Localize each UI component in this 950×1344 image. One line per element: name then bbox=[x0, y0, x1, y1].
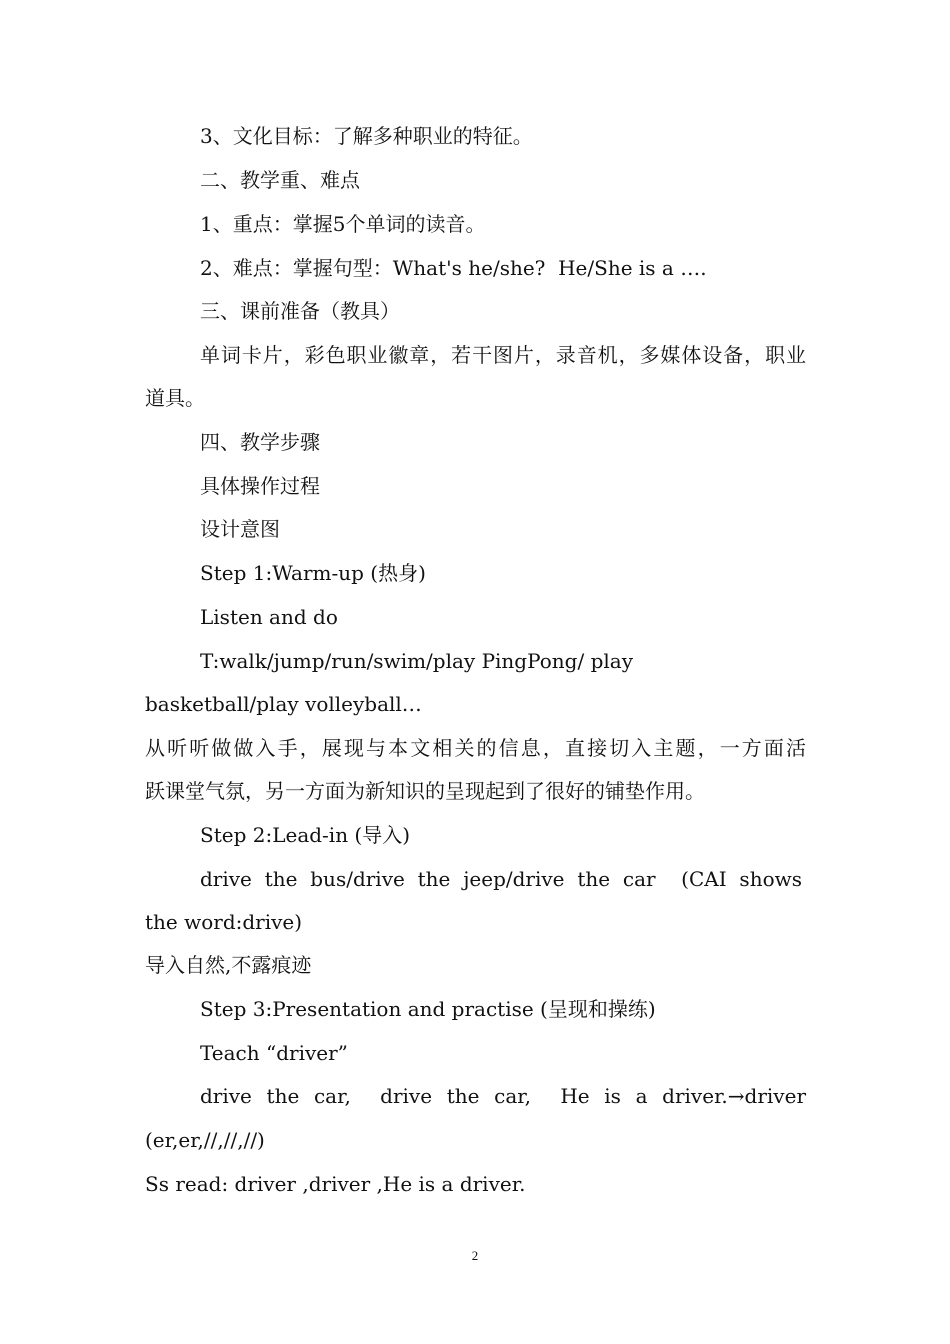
text-line: 跃课堂气氛，另一方面为新知识的呈现起到了很好的铺垫作用。 bbox=[145, 779, 705, 803]
text-line: 单词卡片，彩色职业徽章，若干图片，录音机，多媒体设备，职业 bbox=[200, 343, 806, 367]
text-line: 1、重点：掌握5个单词的读音。 bbox=[200, 212, 486, 236]
section-heading: 三、课前准备（教具） bbox=[200, 299, 400, 323]
step-heading: Step 1:Warm-up (热身) bbox=[200, 561, 426, 585]
text-line: 导入自然,不露痕迹 bbox=[145, 953, 312, 977]
text-line: Teach “driver” bbox=[200, 1041, 348, 1065]
text-line: drive the bus/drive the jeep/drive the car (CAI shows bbox=[200, 867, 802, 891]
text-line: Listen and do bbox=[200, 605, 338, 629]
text-line: (er,er,//,//,//) bbox=[145, 1128, 265, 1152]
text-line: 从听听做做入手，展现与本文相关的信息，直接切入主题，一方面活 bbox=[145, 736, 806, 760]
text-line: 道具。 bbox=[145, 386, 205, 410]
text-line: T:walk/jump/run/swim/play PingPong/ play bbox=[200, 649, 633, 673]
text-line: Ss read: driver ,driver ,He is a driver. bbox=[145, 1172, 526, 1196]
text-line: 设计意图 bbox=[200, 517, 280, 541]
text-line: 3、文化目标：了解多种职业的特征。 bbox=[200, 124, 533, 148]
text-line: 2、难点：掌握句型：What's he/she? He/She is a …. bbox=[200, 256, 707, 280]
text-line: the word:drive) bbox=[145, 910, 303, 934]
text-line: basketball/play volleyball… bbox=[145, 692, 422, 716]
section-heading: 四、教学步骤 bbox=[200, 430, 320, 454]
section-heading: 二、教学重、难点 bbox=[200, 168, 360, 192]
text-line: 具体操作过程 bbox=[200, 474, 320, 498]
step-heading: Step 3:Presentation and practise (呈现和操练) bbox=[200, 997, 656, 1021]
step-heading: Step 2:Lead-in (导入) bbox=[200, 823, 411, 847]
page-number: 2 bbox=[471, 1248, 479, 1263]
text-line: drive the car, drive the car, He is a driver.→driver bbox=[200, 1084, 806, 1108]
